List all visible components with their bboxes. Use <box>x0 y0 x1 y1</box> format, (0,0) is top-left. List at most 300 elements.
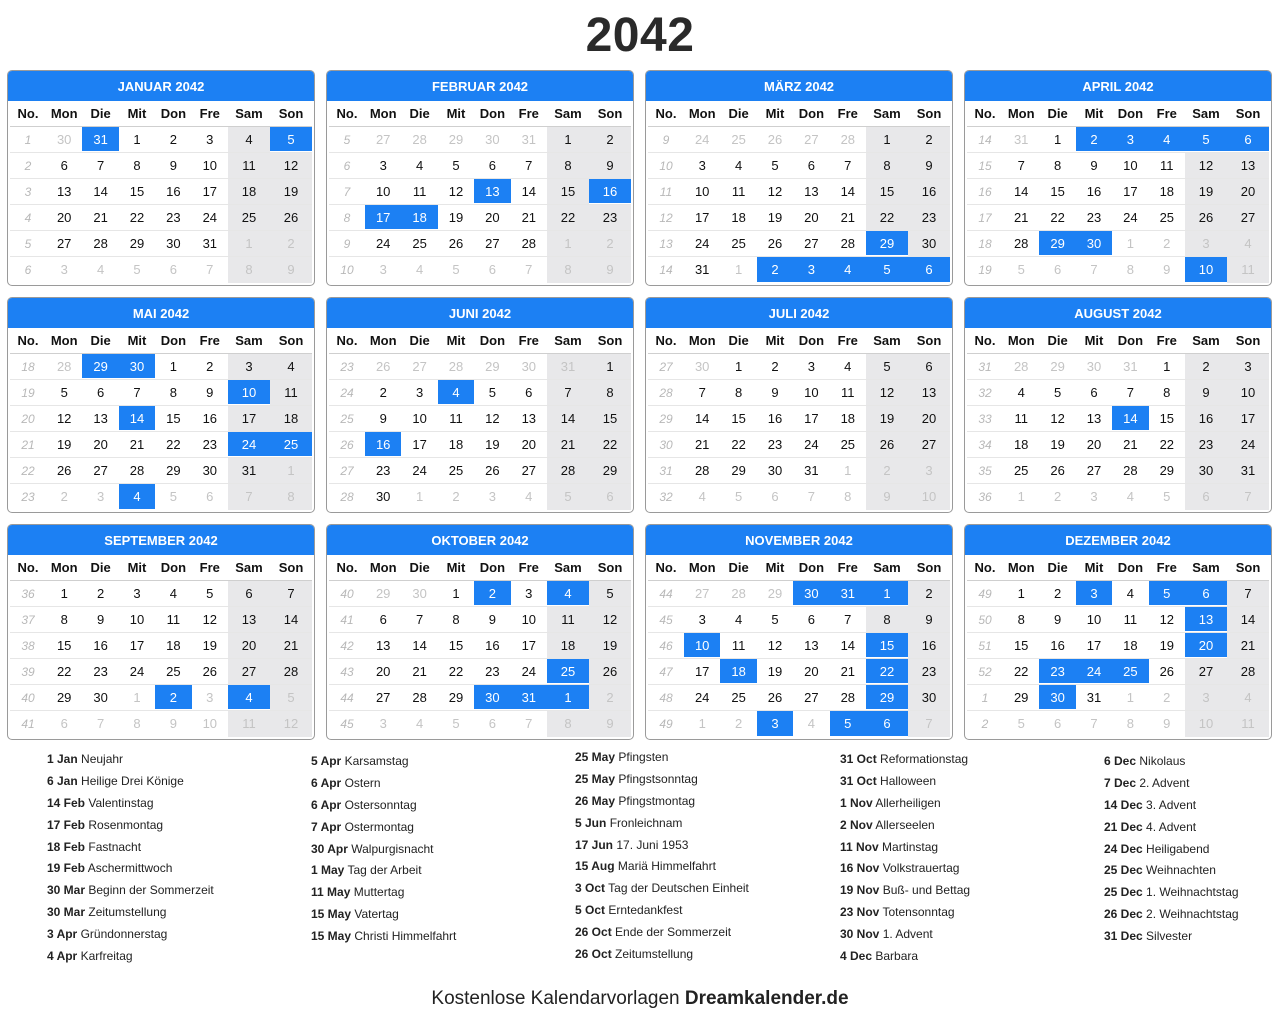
day-cell: 7 <box>1227 484 1269 510</box>
holiday-name: Ostermontag <box>344 819 414 834</box>
week-number: 2 <box>10 153 46 179</box>
day-cell: 2 <box>589 231 631 257</box>
day-cell: 31 <box>793 458 829 484</box>
day-cell: 9 <box>169 716 177 731</box>
week-number: 3 <box>10 179 46 205</box>
week-number: 38 <box>10 633 46 659</box>
holiday-day-cell: 29 <box>1039 231 1075 257</box>
holiday-date: 6 Dec <box>1104 754 1137 768</box>
holiday-date: 18 Feb <box>47 839 86 854</box>
day-cell: 16 <box>1039 633 1075 659</box>
month-calendar <box>7 524 315 740</box>
day-cell: 7 <box>119 380 155 406</box>
week-number: 17 <box>967 205 1003 231</box>
day-cell: 4 <box>1227 685 1269 711</box>
day-cell: 2 <box>1053 489 1062 504</box>
day-cell: 28 <box>1003 354 1039 380</box>
week-number: 35 <box>967 458 1003 484</box>
day-cell: 6 <box>908 354 950 380</box>
day-cell: 31 <box>511 127 547 153</box>
day-cell: 14 <box>82 179 118 205</box>
day-cell: 28 <box>830 231 866 257</box>
holiday-day-cell: 5 <box>830 711 866 737</box>
week-number: 31 <box>648 458 684 484</box>
month-day-grid <box>327 555 633 739</box>
weekday-header: No. <box>967 555 1003 581</box>
weekday-header: Fre <box>830 101 866 127</box>
weekday-header: Sam <box>1185 328 1227 354</box>
weekday-header: Mon <box>46 101 82 127</box>
month-title: MÄRZ 2042 <box>646 71 952 101</box>
day-cell: 8 <box>1039 153 1075 179</box>
day-cell: 12 <box>438 179 474 205</box>
weekday-header: Fre <box>192 328 228 354</box>
day-cell: 19 <box>1149 633 1185 659</box>
day-cell: 21 <box>1112 432 1148 458</box>
day-cell: 7 <box>96 716 105 731</box>
day-cell: 6 <box>771 489 779 504</box>
day-cell: 2 <box>82 581 118 607</box>
holiday-date: 25 Dec <box>1104 885 1143 900</box>
holiday-name: Ende der Sommerzeit <box>615 925 732 940</box>
holiday-item <box>311 861 575 883</box>
holiday-item <box>47 838 311 860</box>
holiday-date: 21 Dec <box>1104 819 1143 834</box>
day-cell: 3 <box>192 685 228 711</box>
day-cell: 8 <box>547 257 589 283</box>
day-cell: 4 <box>720 153 756 179</box>
day-cell: 2 <box>270 231 312 257</box>
day-cell: 3 <box>1227 354 1269 380</box>
holiday-date: 25 May <box>575 750 616 764</box>
day-cell: 13 <box>82 406 118 432</box>
week-number: 7 <box>329 179 365 205</box>
holiday-day-cell: 29 <box>866 231 908 257</box>
day-cell: 20 <box>793 205 829 231</box>
day-cell: 3 <box>401 380 437 406</box>
day-cell: 4 <box>1112 581 1148 607</box>
day-cell: 16 <box>474 633 510 659</box>
day-cell: 1 <box>1017 489 1025 504</box>
day-cell: 10 <box>1227 380 1269 406</box>
week-number: 26 <box>329 432 365 458</box>
week-number: 47 <box>648 659 684 685</box>
holiday-name: Gründonnerstag <box>80 927 168 942</box>
day-cell: 29 <box>589 458 631 484</box>
day-cell: 12 <box>270 153 312 179</box>
weekday-header: Die <box>401 555 437 581</box>
holiday-item <box>47 794 311 816</box>
day-cell: 5 <box>589 581 631 607</box>
day-cell: 5 <box>46 380 82 406</box>
day-cell: 8 <box>228 257 270 283</box>
holiday-date: 26 May <box>575 793 616 808</box>
day-cell: 31 <box>1076 685 1112 711</box>
day-cell: 22 <box>866 205 908 231</box>
weekday-header: Mit <box>119 101 155 127</box>
day-cell: 20 <box>793 659 829 685</box>
holiday-name: Karsamstag <box>344 754 409 768</box>
week-number: 10 <box>648 153 684 179</box>
day-cell: 14 <box>511 179 547 205</box>
holiday-list <box>47 748 1280 968</box>
day-cell: 28 <box>119 458 155 484</box>
day-cell: 14 <box>1227 607 1269 633</box>
day-cell: 26 <box>1039 458 1075 484</box>
day-cell: 5 <box>866 354 908 380</box>
holiday-name: Valentinstag <box>88 795 154 810</box>
day-cell: 15 <box>1149 406 1185 432</box>
week-number: 29 <box>648 406 684 432</box>
day-cell: 17 <box>793 406 829 432</box>
footer <box>0 988 1280 1010</box>
month-calendar <box>964 297 1272 513</box>
weekday-header: Die <box>401 328 437 354</box>
day-cell: 10 <box>1076 607 1112 633</box>
day-cell: 20 <box>908 406 950 432</box>
week-number: 18 <box>967 231 1003 257</box>
day-cell: 31 <box>547 354 589 380</box>
holiday-item <box>1104 883 1274 905</box>
day-cell: 25 <box>438 458 474 484</box>
day-cell: 16 <box>757 406 793 432</box>
month-grid-container <box>7 70 1273 742</box>
holiday-date: 4 Dec <box>840 949 873 964</box>
day-cell: 26 <box>270 205 312 231</box>
weekday-header: No. <box>10 555 46 581</box>
day-cell: 28 <box>401 127 437 153</box>
holiday-day-cell: 2 <box>155 685 191 711</box>
holiday-item <box>47 750 311 772</box>
week-number: 20 <box>10 406 46 432</box>
week-number: 52 <box>967 659 1003 685</box>
holiday-date: 17 Jun <box>575 837 614 852</box>
day-cell: 6 <box>365 607 401 633</box>
week-number: 4 <box>10 205 46 231</box>
week-number: 23 <box>21 490 35 504</box>
day-cell: 26 <box>589 659 631 685</box>
day-cell: 10 <box>1112 153 1148 179</box>
day-cell: 2 <box>1149 231 1185 257</box>
day-cell: 24 <box>1112 205 1148 231</box>
day-cell: 30 <box>192 458 228 484</box>
holiday-day-cell: 4 <box>438 380 474 406</box>
week-number: 6 <box>329 153 365 179</box>
holiday-name: Neujahr <box>81 752 124 766</box>
day-cell: 6 <box>474 153 510 179</box>
day-cell: 5 <box>1163 489 1171 504</box>
holiday-day-cell: 30 <box>793 581 829 607</box>
day-cell: 31 <box>228 458 270 484</box>
day-cell: 29 <box>438 127 474 153</box>
day-cell: 20 <box>46 205 82 231</box>
holiday-day-cell: 14 <box>119 406 155 432</box>
holiday-name: Nikolaus <box>1139 754 1186 768</box>
day-cell: 13 <box>908 380 950 406</box>
holiday-date: 30 Apr <box>311 841 348 856</box>
month-day-grid <box>8 555 314 739</box>
day-cell: 11 <box>1227 711 1269 737</box>
holiday-item <box>47 772 311 794</box>
weekday-header: Son <box>908 555 950 581</box>
holiday-item <box>840 750 1104 772</box>
day-cell: 6 <box>793 153 829 179</box>
day-cell: 27 <box>793 231 829 257</box>
week-number: 48 <box>648 685 684 711</box>
weekday-header: Son <box>270 328 312 354</box>
week-number: 14 <box>967 127 1003 153</box>
weekday-header: Sam <box>866 555 908 581</box>
holiday-name: Beginn der Sommerzeit <box>88 883 214 898</box>
weekday-header: Die <box>1039 555 1075 581</box>
week-number: 27 <box>329 458 365 484</box>
day-cell: 15 <box>119 179 155 205</box>
month-calendar <box>326 70 634 286</box>
weekday-header: Mon <box>365 328 401 354</box>
day-cell: 24 <box>365 231 401 257</box>
weekday-header: Son <box>1227 101 1269 127</box>
weekday-header: Don <box>1112 555 1148 581</box>
week-number: 9 <box>329 231 365 257</box>
month-calendar <box>964 70 1272 286</box>
holiday-day-cell: 13 <box>1185 607 1227 633</box>
month-title: JANUAR 2042 <box>8 71 314 101</box>
day-cell: 29 <box>720 458 756 484</box>
holiday-date: 26 Oct <box>575 925 612 940</box>
holiday-name: Rosenmontag <box>88 817 164 832</box>
day-cell: 2 <box>734 716 743 731</box>
day-cell: 22 <box>1039 205 1075 231</box>
holiday-item <box>1104 905 1274 927</box>
day-cell: 7 <box>525 262 533 277</box>
day-cell: 7 <box>511 153 547 179</box>
day-cell: 10 <box>1185 711 1227 737</box>
day-cell: 27 <box>1185 659 1227 685</box>
day-cell: 11 <box>1227 257 1269 283</box>
weekday-header: Die <box>401 101 437 127</box>
day-cell: 29 <box>46 685 82 711</box>
weekday-header: Mit <box>1076 101 1112 127</box>
day-cell: 30 <box>1076 354 1112 380</box>
holiday-day-cell: 5 <box>1149 581 1185 607</box>
day-cell: 18 <box>720 205 756 231</box>
day-cell: 12 <box>46 406 82 432</box>
day-cell: 25 <box>720 231 756 257</box>
holiday-column <box>311 748 575 969</box>
week-number: 31 <box>967 354 1003 380</box>
day-cell: 3 <box>684 153 720 179</box>
holiday-day-cell: 10 <box>1185 257 1227 283</box>
day-cell: 22 <box>46 659 82 685</box>
day-cell: 28 <box>830 685 866 711</box>
day-cell: 23 <box>589 205 631 231</box>
day-cell: 15 <box>155 406 191 432</box>
day-cell: 15 <box>1039 179 1075 205</box>
holiday-date: 19 Nov <box>840 883 880 898</box>
holiday-date: 11 May <box>311 885 351 900</box>
day-cell: 17 <box>1112 179 1148 205</box>
weekday-header: Sam <box>547 328 589 354</box>
day-cell: 13 <box>511 406 547 432</box>
day-cell: 30 <box>46 127 82 153</box>
holiday-day-cell: 2 <box>474 581 510 607</box>
holiday-item <box>575 836 840 858</box>
day-cell: 20 <box>1076 432 1112 458</box>
day-cell: 19 <box>866 406 908 432</box>
day-cell: 9 <box>908 153 950 179</box>
weekday-header: No. <box>329 555 365 581</box>
day-cell: 4 <box>1126 489 1134 504</box>
day-cell: 25 <box>155 659 191 685</box>
day-cell: 30 <box>375 489 391 504</box>
holiday-item <box>840 881 1104 903</box>
holiday-item <box>575 792 840 814</box>
holiday-day-cell: 6 <box>866 711 908 737</box>
day-cell: 5 <box>452 262 460 277</box>
day-cell: 23 <box>908 659 950 685</box>
week-number: 44 <box>648 581 684 607</box>
day-cell: 2 <box>908 581 950 607</box>
day-cell: 13 <box>365 633 401 659</box>
day-cell: 4 <box>807 716 815 731</box>
holiday-item <box>1104 818 1274 840</box>
day-cell: 29 <box>474 354 510 380</box>
day-cell: 27 <box>793 127 829 153</box>
weekday-header: Sam <box>866 101 908 127</box>
day-cell: 11 <box>270 380 312 406</box>
day-cell: 28 <box>511 231 547 257</box>
day-cell: 30 <box>1185 458 1227 484</box>
day-cell: 23 <box>1076 205 1112 231</box>
day-cell: 1 <box>830 458 866 484</box>
weekday-header: Mit <box>1076 555 1112 581</box>
day-cell: 16 <box>155 179 191 205</box>
holiday-name: Volkstrauertag <box>882 861 960 876</box>
weekday-header: Mit <box>757 555 793 581</box>
day-cell: 22 <box>1149 432 1185 458</box>
holiday-item <box>575 814 840 836</box>
day-cell: 23 <box>474 659 510 685</box>
week-number: 44 <box>329 685 365 711</box>
day-cell: 9 <box>1163 716 1171 731</box>
weekday-header: Mon <box>1003 328 1039 354</box>
holiday-column <box>47 748 311 969</box>
day-cell: 7 <box>401 607 437 633</box>
weekday-header: No. <box>10 101 46 127</box>
week-number: 45 <box>648 607 684 633</box>
weekday-header: Son <box>270 101 312 127</box>
holiday-day-cell: 24 <box>228 432 270 458</box>
day-cell: 2 <box>908 127 950 153</box>
holiday-day-cell: 16 <box>589 179 631 205</box>
holiday-item <box>311 774 575 796</box>
day-cell: 13 <box>793 633 829 659</box>
footer-brand: Dreamkalender.de <box>684 988 849 1009</box>
day-cell: 13 <box>793 179 829 205</box>
week-number: 18 <box>10 354 46 380</box>
day-cell: 16 <box>1076 179 1112 205</box>
holiday-name: Reformationstag <box>880 752 969 766</box>
day-cell: 10 <box>908 484 950 510</box>
holiday-day-cell: 1 <box>866 581 908 607</box>
day-cell: 21 <box>401 659 437 685</box>
day-cell: 4 <box>96 262 105 277</box>
day-cell: 15 <box>438 633 474 659</box>
holiday-name: Pfingstsonntag <box>618 771 698 786</box>
weekday-header: Don <box>155 555 191 581</box>
day-cell: 19 <box>438 205 474 231</box>
holiday-name: Weihnachten <box>1146 863 1216 878</box>
holiday-day-cell: 10 <box>228 380 270 406</box>
day-cell: 2 <box>757 354 793 380</box>
day-cell: 11 <box>1149 153 1185 179</box>
day-cell: 5 <box>133 262 141 277</box>
day-cell: 6 <box>1053 716 1062 731</box>
weekday-header: No. <box>329 101 365 127</box>
day-cell: 16 <box>192 406 228 432</box>
day-cell: 2 <box>192 354 228 380</box>
week-number: 28 <box>340 490 354 504</box>
holiday-date: 7 Dec <box>1104 775 1137 790</box>
holiday-date: 15 Aug <box>575 859 615 874</box>
week-number: 41 <box>21 717 35 731</box>
holiday-name: Mariä Himmelfahrt <box>617 859 716 874</box>
holiday-name: Heiligabend <box>1146 841 1210 856</box>
holiday-day-cell: 1 <box>547 685 589 711</box>
weekday-header: Don <box>1112 101 1148 127</box>
holiday-name: 3. Advent <box>1146 797 1197 812</box>
day-cell: 4 <box>1227 231 1269 257</box>
week-number: 19 <box>10 380 46 406</box>
holiday-column <box>575 748 840 969</box>
day-cell: 15 <box>589 406 631 432</box>
day-cell: 18 <box>155 633 191 659</box>
holiday-day-cell: 4 <box>830 257 866 283</box>
weekday-header: Don <box>793 101 829 127</box>
day-cell: 9 <box>270 257 312 283</box>
holiday-item <box>575 945 840 967</box>
holiday-date: 19 Feb <box>47 861 86 876</box>
day-cell: 9 <box>1163 262 1171 277</box>
month-day-grid <box>8 328 314 512</box>
day-cell: 2 <box>1149 685 1185 711</box>
holiday-date: 23 Nov <box>840 905 880 920</box>
weekday-header: No. <box>967 328 1003 354</box>
day-cell: 22 <box>589 432 631 458</box>
day-cell: 29 <box>365 581 401 607</box>
day-cell: 27 <box>228 659 270 685</box>
holiday-name: Erntedankfest <box>608 903 683 918</box>
day-cell: 4 <box>401 153 437 179</box>
holiday-day-cell: 30 <box>119 354 155 380</box>
day-cell: 2 <box>1185 354 1227 380</box>
holiday-name: Fronleichnam <box>609 815 683 830</box>
day-cell: 25 <box>401 231 437 257</box>
day-cell: 21 <box>830 659 866 685</box>
holiday-item <box>575 748 840 770</box>
holiday-item <box>47 816 311 838</box>
day-cell: 24 <box>684 231 720 257</box>
week-number: 32 <box>659 490 673 504</box>
day-cell: 11 <box>720 633 756 659</box>
weekday-header: Fre <box>511 328 547 354</box>
day-cell: 25 <box>1149 205 1185 231</box>
holiday-item <box>47 903 311 925</box>
week-number: 15 <box>967 153 1003 179</box>
holiday-column <box>1104 748 1274 969</box>
day-cell: 8 <box>547 711 589 737</box>
day-cell: 23 <box>82 659 118 685</box>
